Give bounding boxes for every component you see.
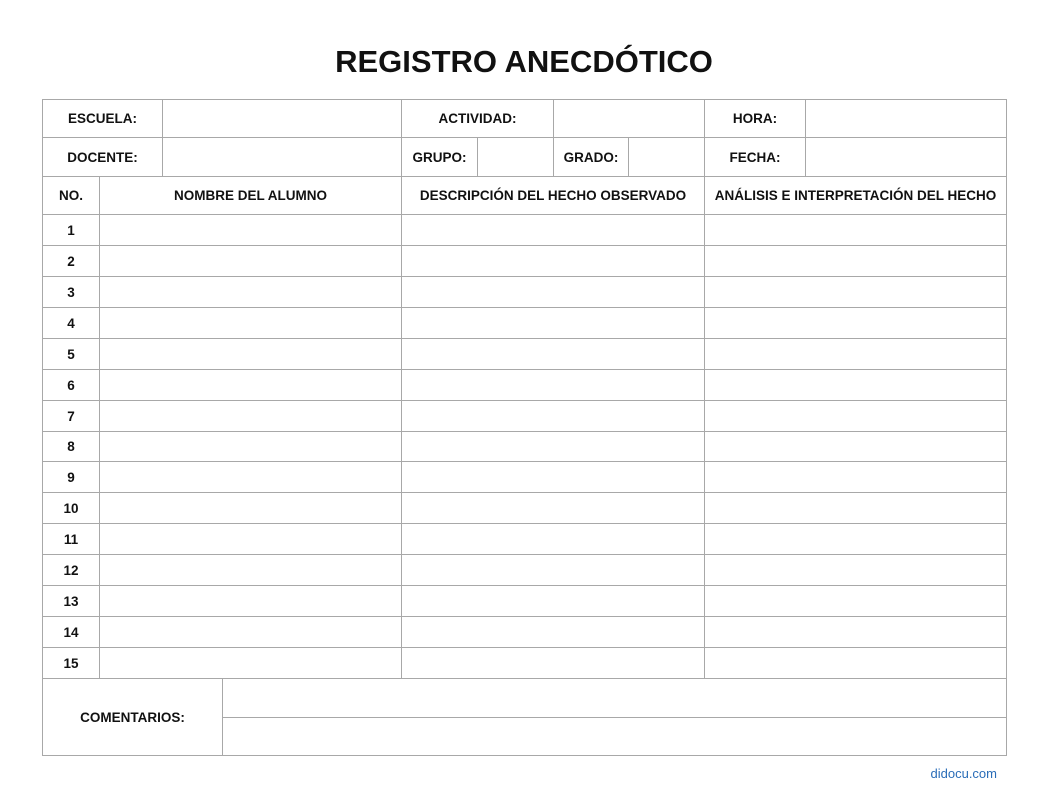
nombre-field[interactable] [99,245,402,277]
nombre-field[interactable] [99,369,402,401]
hora-field[interactable] [805,99,1007,138]
row-number: 6 [42,369,100,401]
analisis-field[interactable] [704,585,1007,617]
analisis-field[interactable] [704,338,1007,370]
analisis-field[interactable] [704,400,1007,432]
escuela-field[interactable] [162,99,402,138]
docente-label: DOCENTE: [42,137,163,177]
row-number: 3 [42,276,100,308]
grado-field[interactable] [628,137,705,177]
column-header-nombre: NOMBRE DEL ALUMNO [99,176,402,215]
analisis-field[interactable] [704,369,1007,401]
row-number: 2 [42,245,100,277]
column-header-analisis: ANÁLISIS E INTERPRETACIÓN DEL HECHO [704,176,1007,215]
page-title: REGISTRO ANECDÓTICO [335,44,713,79]
descripcion-field[interactable] [401,276,705,308]
descripcion-field[interactable] [401,245,705,277]
nombre-field[interactable] [99,492,402,524]
descripcion-field[interactable] [401,461,705,493]
descripcion-field[interactable] [401,585,705,617]
descripcion-field[interactable] [401,554,705,586]
comentarios-line-1[interactable] [222,678,1007,718]
nombre-field[interactable] [99,554,402,586]
descripcion-field[interactable] [401,431,705,462]
brand-link[interactable]: didocu.com [930,766,997,781]
row-number: 9 [42,461,100,493]
descripcion-field[interactable] [401,647,705,679]
comentarios-label: COMENTARIOS: [42,678,223,756]
hora-label: HORA: [704,99,806,138]
grado-label: GRADO: [553,137,629,177]
grupo-label: GRUPO: [401,137,478,177]
analisis-field[interactable] [704,616,1007,648]
analisis-field[interactable] [704,431,1007,462]
nombre-field[interactable] [99,523,402,555]
actividad-field[interactable] [553,99,705,138]
fecha-field[interactable] [805,137,1007,177]
grupo-field[interactable] [477,137,554,177]
escuela-label: ESCUELA: [42,99,163,138]
row-number: 15 [42,647,100,679]
descripcion-field[interactable] [401,307,705,339]
row-number: 11 [42,523,100,555]
row-number: 10 [42,492,100,524]
descripcion-field[interactable] [401,616,705,648]
nombre-field[interactable] [99,214,402,246]
row-number: 13 [42,585,100,617]
row-number: 4 [42,307,100,339]
descripcion-field[interactable] [401,369,705,401]
descripcion-field[interactable] [401,214,705,246]
nombre-field[interactable] [99,338,402,370]
fecha-label: FECHA: [704,137,806,177]
descripcion-field[interactable] [401,338,705,370]
nombre-field[interactable] [99,585,402,617]
nombre-field[interactable] [99,461,402,493]
nombre-field[interactable] [99,647,402,679]
nombre-field[interactable] [99,616,402,648]
row-number: 8 [42,431,100,462]
nombre-field[interactable] [99,276,402,308]
analisis-field[interactable] [704,554,1007,586]
row-number: 1 [42,214,100,246]
nombre-field[interactable] [99,431,402,462]
row-number: 12 [42,554,100,586]
analisis-field[interactable] [704,245,1007,277]
analisis-field[interactable] [704,276,1007,308]
descripcion-field[interactable] [401,400,705,432]
row-number: 14 [42,616,100,648]
column-header-no: NO. [42,176,100,215]
row-number: 5 [42,338,100,370]
comentarios-line-2[interactable] [222,717,1007,756]
analisis-field[interactable] [704,214,1007,246]
descripcion-field[interactable] [401,492,705,524]
actividad-label: ACTIVIDAD: [401,99,554,138]
analisis-field[interactable] [704,523,1007,555]
analisis-field[interactable] [704,492,1007,524]
analisis-field[interactable] [704,461,1007,493]
column-header-descripcion: DESCRIPCIÓN DEL HECHO OBSERVADO [401,176,705,215]
descripcion-field[interactable] [401,523,705,555]
analisis-field[interactable] [704,307,1007,339]
analisis-field[interactable] [704,647,1007,679]
row-number: 7 [42,400,100,432]
nombre-field[interactable] [99,400,402,432]
nombre-field[interactable] [99,307,402,339]
docente-field[interactable] [162,137,402,177]
